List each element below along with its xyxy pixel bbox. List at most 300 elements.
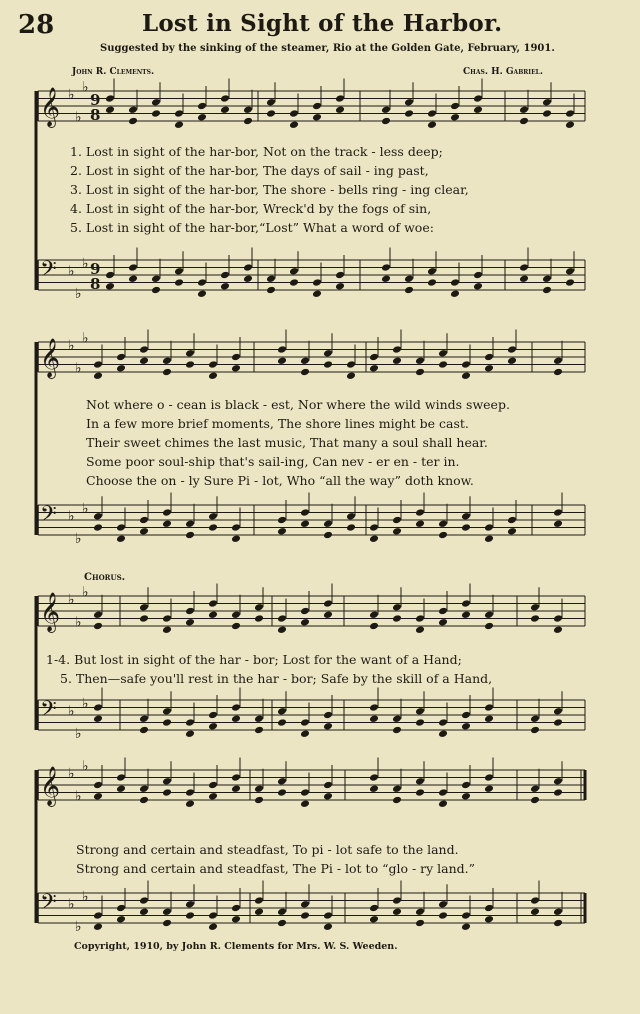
- note-head: [220, 105, 230, 114]
- note-head: [369, 353, 379, 362]
- note-head: [438, 531, 448, 540]
- note-head: [116, 534, 126, 543]
- note-head: [162, 707, 172, 716]
- note-head: [323, 781, 333, 790]
- note-head: [277, 907, 287, 916]
- note-head: [162, 919, 172, 928]
- note-head: [519, 117, 529, 126]
- note-head: [369, 534, 379, 543]
- note-head: [381, 117, 391, 126]
- composer-credit: Chas. H. Gabriel.: [463, 67, 543, 77]
- flat-icon: ♭: [68, 896, 75, 913]
- note-head: [484, 703, 494, 712]
- note-head: [438, 360, 448, 369]
- verse-3-line-2: Their sweet chimes the last music, That many a soul shall hear.: [86, 435, 488, 450]
- time-signature-bottom: 8: [90, 275, 101, 293]
- flat-icon: ♭: [75, 614, 82, 631]
- note-head: [197, 278, 207, 287]
- note-head: [139, 896, 149, 905]
- flat-icon: ♭: [82, 889, 89, 905]
- verse-3-line-1: 3. Lost in sight of the har-bor, The shore - bells ring - ing clear,: [70, 182, 469, 197]
- note-head: [197, 102, 207, 111]
- note-head: [185, 531, 195, 540]
- note-head: [300, 508, 310, 517]
- note-head: [542, 274, 552, 283]
- flat-icon: ♭: [75, 919, 82, 935]
- note-head: [93, 622, 103, 631]
- note-head: [231, 714, 241, 723]
- note-head: [174, 278, 184, 287]
- note-head: [392, 714, 402, 723]
- note-head: [289, 120, 299, 129]
- note-head: [542, 286, 552, 295]
- note-head: [553, 718, 563, 727]
- note-head: [93, 911, 103, 920]
- note-head: [220, 94, 230, 103]
- note-head: [542, 109, 552, 118]
- note-head: [346, 512, 356, 521]
- note-head: [461, 610, 471, 619]
- note-head: [300, 911, 310, 920]
- verse-5-line-1: 5. Lost in sight of the har-bor,“Lost” What a word of woe:: [70, 220, 434, 235]
- note-head: [415, 368, 425, 377]
- note-head: [93, 610, 103, 619]
- note-head: [300, 356, 310, 365]
- note-head: [220, 282, 230, 291]
- note-head: [530, 726, 540, 735]
- note-head: [277, 919, 287, 928]
- note-head: [208, 781, 218, 790]
- note-head: [484, 610, 494, 619]
- note-head: [116, 915, 126, 924]
- note-head: [231, 784, 241, 793]
- note-head: [277, 345, 287, 354]
- note-head: [392, 356, 402, 365]
- note-head: [369, 703, 379, 712]
- note-head: [254, 796, 264, 805]
- note-head: [277, 707, 287, 716]
- note-head: [530, 614, 540, 623]
- note-head: [461, 711, 471, 720]
- note-head: [277, 718, 287, 727]
- note-head: [404, 286, 414, 295]
- note-head: [151, 286, 161, 295]
- note-head: [300, 729, 310, 738]
- note-head: [369, 364, 379, 373]
- note-head: [208, 722, 218, 731]
- flat-icon: ♭: [68, 508, 75, 525]
- note-head: [369, 714, 379, 723]
- note-head: [461, 599, 471, 608]
- note-head: [162, 356, 172, 365]
- note-head: [128, 105, 138, 114]
- treble-clef-icon: 𝄞: [40, 592, 61, 632]
- note-head: [461, 781, 471, 790]
- note-head: [208, 792, 218, 801]
- note-head: [289, 109, 299, 118]
- note-head: [93, 371, 103, 380]
- note-head: [254, 614, 264, 623]
- note-head: [116, 784, 126, 793]
- note-head: [162, 625, 172, 634]
- note-head: [93, 781, 103, 790]
- note-head: [323, 610, 333, 619]
- note-head: [461, 523, 471, 532]
- flat-icon: ♭: [75, 788, 82, 805]
- note-head: [300, 519, 310, 528]
- note-head: [392, 796, 402, 805]
- note-head: [277, 356, 287, 365]
- note-head: [438, 900, 448, 909]
- time-signature-top: 9: [90, 260, 101, 278]
- note-head: [565, 120, 575, 129]
- note-head: [530, 896, 540, 905]
- note-head: [565, 109, 575, 118]
- note-head: [139, 527, 149, 536]
- note-head: [231, 703, 241, 712]
- bass-clef-icon: 𝄢: [40, 257, 57, 287]
- note-head: [335, 282, 345, 291]
- note-head: [415, 356, 425, 365]
- note-head: [438, 788, 448, 797]
- note-head: [197, 113, 207, 122]
- hymn-number: 28: [18, 10, 55, 40]
- note-head: [530, 784, 540, 793]
- note-head: [404, 274, 414, 283]
- note-head: [151, 274, 161, 283]
- note-head: [461, 360, 471, 369]
- note-head: [427, 267, 437, 276]
- note-head: [231, 534, 241, 543]
- note-head: [277, 625, 287, 634]
- note-head: [323, 922, 333, 931]
- note-head: [323, 722, 333, 731]
- verse-1-line-2: Not where o - cean is black - est, Nor where the wild winds sweep.: [86, 397, 510, 412]
- note-head: [289, 278, 299, 287]
- note-head: [185, 788, 195, 797]
- flat-icon: ♭: [68, 592, 75, 608]
- note-head: [461, 922, 471, 931]
- note-head: [323, 531, 333, 540]
- note-head: [162, 777, 172, 786]
- note-head: [300, 368, 310, 377]
- note-head: [231, 904, 241, 913]
- note-head: [139, 614, 149, 623]
- note-head: [300, 718, 310, 727]
- note-head: [231, 353, 241, 362]
- note-head: [174, 120, 184, 129]
- note-head: [484, 353, 494, 362]
- note-head: [323, 599, 333, 608]
- note-head: [208, 512, 218, 521]
- note-head: [185, 799, 195, 808]
- note-head: [139, 907, 149, 916]
- note-head: [461, 792, 471, 801]
- note-head: [208, 523, 218, 532]
- note-head: [369, 904, 379, 913]
- note-head: [185, 618, 195, 627]
- note-head: [484, 714, 494, 723]
- note-head: [162, 718, 172, 727]
- note-head: [473, 94, 483, 103]
- note-head: [427, 120, 437, 129]
- note-head: [300, 607, 310, 616]
- note-head: [450, 102, 460, 111]
- note-head: [335, 94, 345, 103]
- note-head: [323, 519, 333, 528]
- note-head: [139, 356, 149, 365]
- note-head: [438, 799, 448, 808]
- note-head: [208, 599, 218, 608]
- flat-icon: ♭: [68, 703, 75, 720]
- flat-icon: ♭: [75, 286, 82, 302]
- note-head: [266, 286, 276, 295]
- note-head: [415, 907, 425, 916]
- note-head: [185, 900, 195, 909]
- note-head: [243, 274, 253, 283]
- note-head: [162, 788, 172, 797]
- note-head: [415, 777, 425, 786]
- note-head: [519, 105, 529, 114]
- copyright-notice: Copyright, 1910, by John R. Clements for Mrs. W. S. Weeden.: [74, 941, 398, 952]
- flat-icon: ♭: [82, 330, 89, 347]
- time-signature-bottom: 8: [90, 106, 101, 124]
- note-head: [231, 773, 241, 782]
- note-head: [185, 360, 195, 369]
- note-head: [208, 922, 218, 931]
- flat-icon: ♭: [82, 696, 89, 712]
- note-head: [381, 263, 391, 272]
- bass-clef-icon: 𝄢: [40, 890, 57, 920]
- note-head: [116, 904, 126, 913]
- chorus-line-2-v1-4: Strong and certain and steadfast, To pi - lot safe to the land.: [76, 842, 459, 857]
- note-head: [553, 777, 563, 786]
- note-head: [231, 622, 241, 631]
- author-credit: John R. Clements.: [72, 67, 155, 77]
- note-head: [162, 614, 172, 623]
- note-head: [323, 711, 333, 720]
- note-head: [312, 113, 322, 122]
- note-head: [565, 267, 575, 276]
- note-head: [105, 105, 115, 114]
- note-head: [484, 915, 494, 924]
- note-head: [231, 610, 241, 619]
- note-head: [162, 519, 172, 528]
- note-head: [553, 919, 563, 928]
- note-head: [277, 527, 287, 536]
- note-head: [404, 109, 414, 118]
- note-head: [105, 282, 115, 291]
- note-head: [243, 263, 253, 272]
- note-head: [484, 622, 494, 631]
- note-head: [93, 360, 103, 369]
- note-head: [415, 614, 425, 623]
- note-head: [530, 907, 540, 916]
- note-head: [369, 784, 379, 793]
- note-head: [553, 907, 563, 916]
- note-head: [93, 714, 103, 723]
- note-head: [277, 788, 287, 797]
- note-head: [185, 519, 195, 528]
- note-head: [450, 278, 460, 287]
- note-head: [381, 274, 391, 283]
- note-head: [231, 915, 241, 924]
- treble-clef-icon: 𝄞: [40, 338, 61, 378]
- note-head: [530, 714, 540, 723]
- hymn-subtitle: Suggested by the sinking of the steamer, Rio at the Golden Gate, February, 1901.: [100, 43, 555, 54]
- flat-icon: ♭: [68, 263, 75, 280]
- note-head: [289, 267, 299, 276]
- note-head: [519, 274, 529, 283]
- note-head: [254, 896, 264, 905]
- flat-icon: ♭: [75, 531, 82, 547]
- note-head: [530, 796, 540, 805]
- note-head: [105, 94, 115, 103]
- note-head: [415, 788, 425, 797]
- note-head: [392, 516, 402, 525]
- note-head: [139, 726, 149, 735]
- flat-icon: ♭: [82, 256, 89, 272]
- note-head: [438, 911, 448, 920]
- note-head: [415, 707, 425, 716]
- note-head: [369, 622, 379, 631]
- note-head: [473, 282, 483, 291]
- note-head: [415, 919, 425, 928]
- note-head: [392, 896, 402, 905]
- note-head: [346, 523, 356, 532]
- note-head: [128, 274, 138, 283]
- bass-clef-icon: 𝄢: [40, 697, 57, 727]
- note-head: [346, 360, 356, 369]
- note-head: [484, 534, 494, 543]
- note-head: [174, 267, 184, 276]
- note-head: [139, 345, 149, 354]
- note-head: [461, 722, 471, 731]
- note-head: [93, 703, 103, 712]
- note-head: [254, 603, 264, 612]
- note-head: [151, 98, 161, 107]
- note-head: [208, 371, 218, 380]
- note-head: [139, 603, 149, 612]
- note-head: [484, 784, 494, 793]
- verse-2-line-1: 2. Lost in sight of the har-bor, The days of sail - ing past,: [70, 163, 429, 178]
- note-head: [565, 278, 575, 287]
- verse-5-line-2: Choose the on - ly Sure Pi - lot, Who “all the way” doth know.: [86, 473, 474, 488]
- note-head: [116, 364, 126, 373]
- hymn-title: Lost in Sight of the Harbor.: [142, 10, 503, 37]
- note-head: [553, 368, 563, 377]
- note-head: [93, 523, 103, 532]
- note-head: [553, 625, 563, 634]
- flat-icon: ♭: [75, 109, 82, 126]
- note-head: [162, 907, 172, 916]
- note-head: [323, 349, 333, 358]
- note-head: [335, 271, 345, 280]
- note-head: [438, 349, 448, 358]
- note-head: [369, 915, 379, 924]
- note-head: [507, 356, 517, 365]
- chorus-line-1-v1-4: 1-4. But lost in sight of the har - bor; Lost for the want of a Hand;: [46, 652, 462, 667]
- note-head: [116, 353, 126, 362]
- note-head: [507, 345, 517, 354]
- note-head: [93, 792, 103, 801]
- note-head: [300, 618, 310, 627]
- note-head: [105, 271, 115, 280]
- note-head: [231, 364, 241, 373]
- note-head: [266, 98, 276, 107]
- note-head: [473, 105, 483, 114]
- flat-icon: ♭: [68, 338, 75, 354]
- note-head: [128, 263, 138, 272]
- note-head: [208, 711, 218, 720]
- note-head: [300, 900, 310, 909]
- note-head: [185, 607, 195, 616]
- note-head: [300, 788, 310, 797]
- note-head: [369, 610, 379, 619]
- note-head: [415, 718, 425, 727]
- note-head: [162, 368, 172, 377]
- flat-icon: ♭: [75, 726, 82, 742]
- note-head: [208, 610, 218, 619]
- note-head: [139, 784, 149, 793]
- verse-4-line-1: 4. Lost in sight of the har-bor, Wreck'd by the fogs of sin,: [70, 201, 432, 216]
- note-head: [185, 911, 195, 920]
- note-head: [392, 603, 402, 612]
- note-head: [300, 799, 310, 808]
- treble-clef-icon: 𝄞: [40, 87, 61, 127]
- note-head: [185, 349, 195, 358]
- flat-icon: ♭: [82, 584, 89, 601]
- note-head: [312, 102, 322, 111]
- note-head: [93, 922, 103, 931]
- note-head: [323, 792, 333, 801]
- note-head: [185, 718, 195, 727]
- verse-2-line-2: In a few more brief moments, The shore lines might be cast.: [86, 416, 469, 431]
- note-head: [438, 519, 448, 528]
- time-signature-top: 9: [90, 91, 101, 109]
- note-head: [220, 271, 230, 280]
- note-head: [507, 527, 517, 536]
- note-head: [553, 614, 563, 623]
- note-head: [484, 773, 494, 782]
- note-head: [277, 777, 287, 786]
- note-head: [243, 117, 253, 126]
- note-head: [415, 519, 425, 528]
- note-head: [369, 773, 379, 782]
- note-head: [93, 512, 103, 521]
- note-head: [484, 523, 494, 532]
- note-head: [519, 263, 529, 272]
- note-head: [277, 614, 287, 623]
- note-head: [139, 714, 149, 723]
- note-head: [484, 364, 494, 373]
- note-head: [392, 726, 402, 735]
- note-head: [438, 618, 448, 627]
- note-head: [507, 516, 517, 525]
- note-head: [473, 271, 483, 280]
- note-head: [461, 512, 471, 521]
- note-head: [427, 109, 437, 118]
- note-head: [312, 289, 322, 298]
- note-head: [266, 274, 276, 283]
- note-head: [369, 523, 379, 532]
- flat-icon: ♭: [82, 79, 89, 96]
- flat-icon: ♭: [68, 87, 75, 103]
- verse-1-line-1: 1. Lost in sight of the har-bor, Not on the track - less deep;: [70, 144, 443, 159]
- flat-icon: ♭: [82, 501, 89, 517]
- note-head: [208, 360, 218, 369]
- flat-icon: ♭: [68, 766, 75, 782]
